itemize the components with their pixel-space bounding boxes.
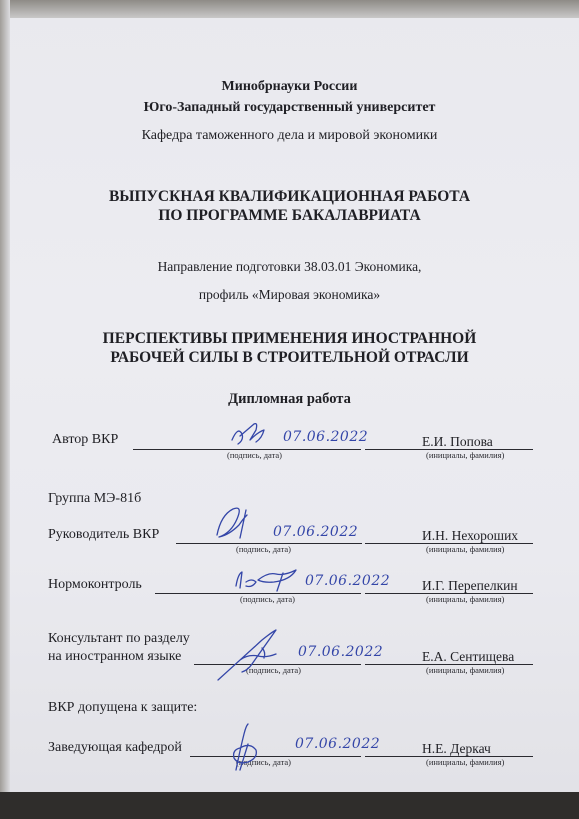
doc-kind: Дипломная работа <box>228 391 351 407</box>
author-label: Автор ВКР <box>52 432 119 447</box>
head-initials-caption: (инициалы, фамилия) <box>426 757 505 767</box>
supervisor-name: И.Н. Нехороших <box>422 528 519 543</box>
normcontrol-initials-caption: (инициалы, фамилия) <box>426 594 505 604</box>
consultant-signature <box>218 630 276 680</box>
head-signature-caption: (подпись, дата) <box>236 757 292 767</box>
supervisor-label: Руководитель ВКР <box>48 527 160 542</box>
normcontrol-signature-caption: (подпись, дата) <box>240 594 296 604</box>
author-initials-caption: (инициалы, фамилия) <box>426 450 505 460</box>
consultant-name: Е.А. Сентищева <box>422 649 515 664</box>
admitted-label: ВКР допущена к защите: <box>48 700 198 715</box>
supervisor-date: 07.06.2022 <box>273 524 359 540</box>
author-signature-caption: (подпись, дата) <box>227 450 283 460</box>
supervisor-signature-caption: (подпись, дата) <box>236 544 292 554</box>
supervisor-initials-caption: (инициалы, фамилия) <box>426 544 505 554</box>
head-signature <box>234 724 257 770</box>
topic-line1: ПЕРСПЕКТИВЫ ПРИМЕНЕНИЯ ИНОСТРАННОЙ <box>102 330 477 347</box>
normcontrol-date: 07.06.2022 <box>305 573 391 589</box>
author-signature <box>232 424 264 444</box>
supervisor-signature <box>217 508 247 538</box>
department: Кафедра таможенного дела и мировой экономики <box>141 128 438 143</box>
ministry: Минобрнауки России <box>221 79 358 94</box>
normcontrol-label: Нормоконтроль <box>48 577 142 592</box>
head-label: Заведующая кафедрой <box>48 740 182 755</box>
direction-line1: Направление подготовки 38.03.01 Экономика, <box>157 259 422 274</box>
normcontrol-signature <box>236 570 296 591</box>
topic-line2: РАБОЧЕЙ СИЛЫ В СТРОИТЕЛЬНОЙ ОТРАСЛИ <box>110 349 469 366</box>
consultant-label-line1: Консультант по разделу <box>48 631 190 646</box>
direction-line2: профиль «Мировая экономика» <box>198 287 381 302</box>
consultant-initials-caption: (инициалы, фамилия) <box>426 665 505 675</box>
head-date: 07.06.2022 <box>295 736 381 752</box>
author-date: 07.06.2022 <box>283 429 369 445</box>
university: Юго-Западный государственный университет <box>143 100 436 115</box>
consultant-signature-caption: (подпись, дата) <box>246 665 302 675</box>
consultant-date: 07.06.2022 <box>298 644 384 660</box>
consultant-label-line2: на иностранном языке <box>48 649 182 664</box>
author-name: Е.И. Попова <box>422 434 493 449</box>
group-label: Группа МЭ-81б <box>48 491 142 506</box>
head-name: Н.Е. Деркач <box>422 741 491 756</box>
work-type-line2: ПО ПРОГРАММЕ БАКАЛАВРИАТА <box>158 207 421 224</box>
photo-background-bottom <box>0 792 579 819</box>
work-type-line1: ВЫПУСКНАЯ КВАЛИФИКАЦИОННАЯ РАБОТА <box>108 188 471 205</box>
normcontrol-name: И.Г. Перепелкин <box>422 578 518 593</box>
